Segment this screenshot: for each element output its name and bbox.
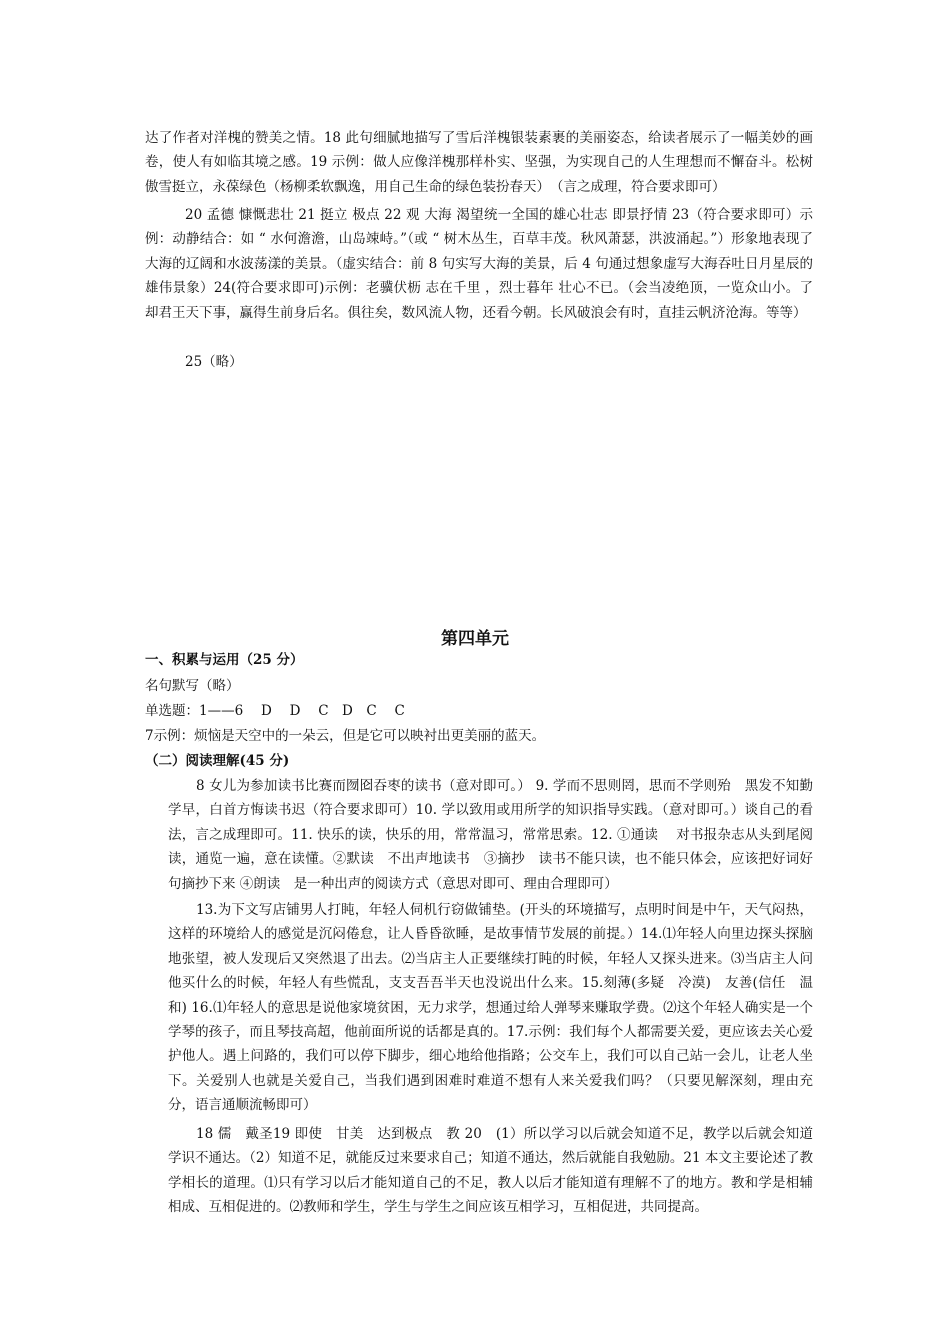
answer-paragraph-8-12: 8 女儿为参加读书比赛而囫囵吞枣的读书（意对即可。） 9. 学而不思则罔，思而不学则殆 黑发不知勤学早，白首方悔读书迟（符合要求即可）10. 学以致用或用所学的知识指导实践。（意对即可。）谈自己的看法，言之成理即可。11. 快乐的读，快乐的用，常常温习，常常思索。12. ①通读 对书报杂志从头到尾阅读，通览一遍，意在读懂。②默读 不出声地读书 ③摘抄 读书不能只读，也不能只体会，应该把好词好句摘抄下来 ④朗读 是一种出声的阅读方式（意思对即可、理由合理即可） xyxy=(168,778,813,892)
answer-paragraph-13-17: 13.为下文写店铺男人打盹，年轻人伺机行窃做铺垫。(开头的环境描写，点明时间是中午，天气闷热，这样的环境给人的感觉是沉闷倦怠，让人昏昏欲睡，是故事情节发展的前提。）14.⑴年轻人向里边探头探脑地张望，被人发现后又突然退了出去。⑵当店主人正要继续打盹的时候，年轻人又探头进来。⑶当店主人问他买什么的时候，年轻人有些慌乱，支支吾吾半天也没说出什么来。15.刻薄(多疑 冷漠) 友善(信任 温和) 16.⑴年轻人的意思是说他家境贫困，无力求学，想通过给人弹琴来赚取学费。⑵这个年轻人确实是一个学琴的孩子，而且琴技高超，他前面所说的话都是真的。17.示例：我们每个人都需要关爱，更应该去关心爱护他人。遇上问路的，我们可以停下脚步，细心地给他指路；公交车上，我们可以自己站一会儿，让老人坐下。关爱别人也就是关爱自己，当我们遇到困难时难道不想有人来关爱我们吗？（只要见解深刻，理由充分，语言通顺流畅即可） xyxy=(168,902,813,1114)
answer-paragraph-20-24: 20 孟德 慷慨悲壮 21 挺立 极点 22 观 大海 渴望统一全国的雄心壮志 即景抒情 23（符合要求即可）示例：动静结合：如 “ 水何澹澹，山岛竦峙。”（或 “ 树木丛生，百草丰茂。秋风萧瑟，洪波涌起。”）形象地表现了大海的辽阔和水波荡漾的美景。（虚实结合：前 8 句实写大海的美景，后 4 句通过想象虚写大海吞吐日月星辰的雄伟景象）24(符合要求即可)示例：老骥伏枥 志在千里 ，烈士暮年 壮心不已。（会当凌绝顶，一览众山小。了却君王天下事，赢得生前身后名。俱往矣，数风流人物，还看今朝。长风破浪会有时，直挂云帆济沧海。等等） xyxy=(145,207,813,321)
answer-line-single-choice: 单选题：1——6 D D C D C C xyxy=(145,703,405,719)
answer-paragraph-18-19: 达了作者对洋槐的赞美之情。18 此句细腻地描写了雪后洋槐银装素裹的美丽姿态，给读者展示了一幅美妙的画卷，使人有如临其境之感。19 示例：做人应像洋槐那样朴实、坚强，为实现自己的人生理想而不懈奋斗。松树傲雪挺立，永葆绿色（杨柳柔软飘逸，用自己生命的绿色装扮春天） （言之成理，符合要求即可） xyxy=(145,130,813,195)
section-heading-reading: （二）阅读理解(45 分) xyxy=(145,753,290,769)
answer-paragraph-18-21: 18 儒 戴圣19 即使 甘美 达到极点 教 20 (1）所以学习以后就会知道不足，教学以后就会知道学识不通达。（2）知道不足，就能反过来要求自己；知道不通达，然后就能自我勉励。21 本文主要论述了教学相长的道理。⑴只有学习以后才能知道自己的不足，教人以后才能知道有理解不了的地方。教和学是相辅相成、互相促进的。⑵教师和学生，学生与学生之间应该互相学习，互相促进，共同提高。 xyxy=(168,1126,813,1216)
unit-title: 第四单元 xyxy=(441,629,509,649)
section-heading-accumulation: 一、积累与运用（25 分） xyxy=(145,652,304,668)
answer-paragraph-25: 25（略） xyxy=(185,354,243,370)
answer-line-mingju: 名句默写（略） xyxy=(145,678,240,694)
answer-line-7: 7示例：烦恼是天空中的一朵云，但是它可以映衬出更美丽的蓝天。 xyxy=(145,728,546,744)
